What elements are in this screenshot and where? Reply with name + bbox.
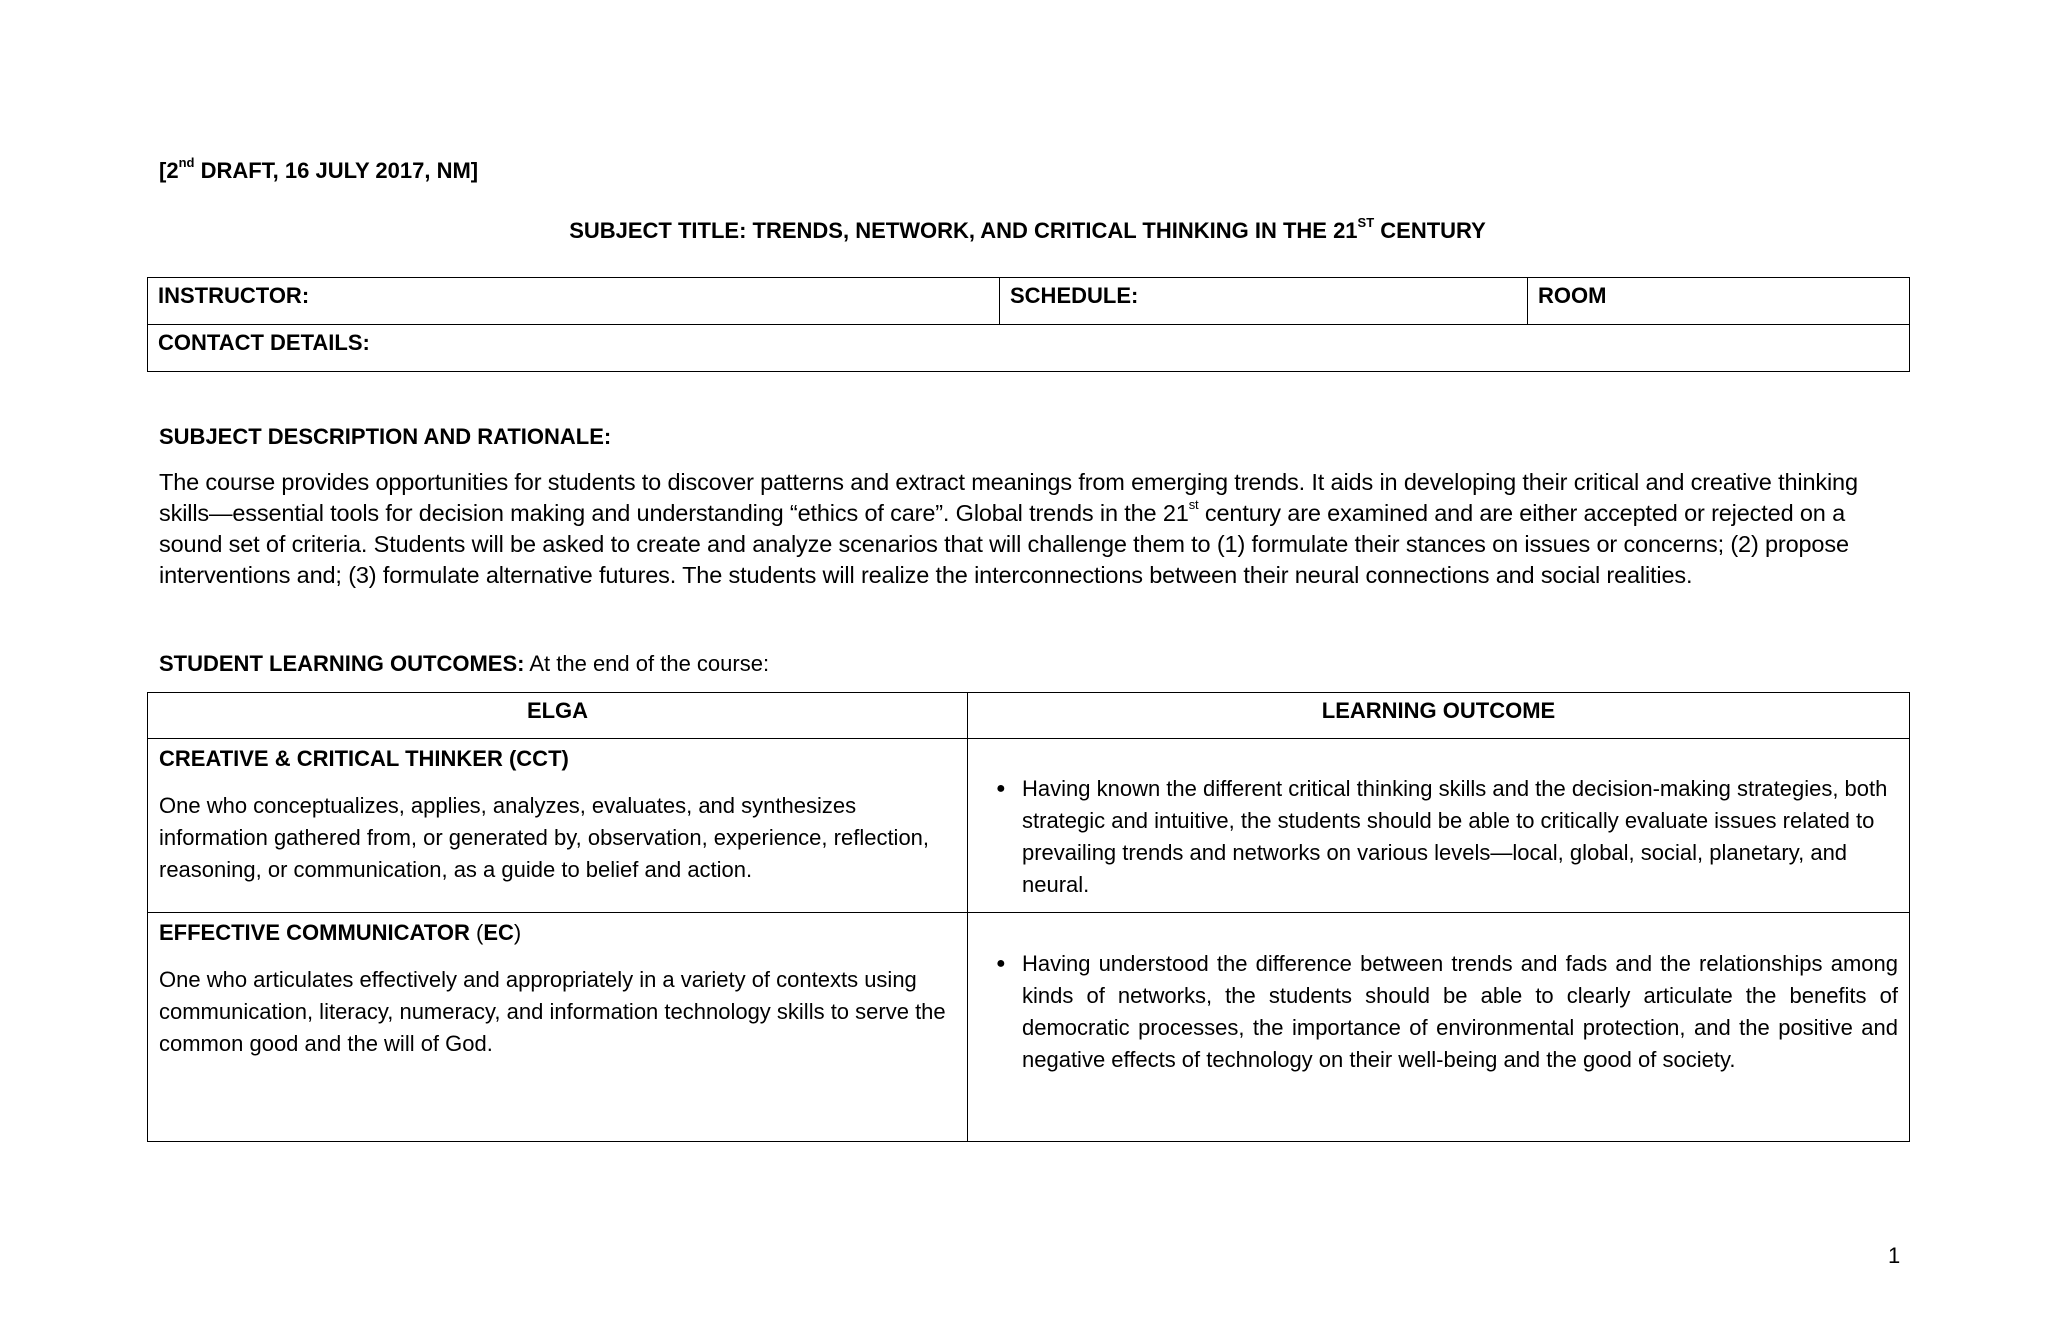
learning-outcome-text: Having known the different critical thinking skills and the decision-making strategies, both strategic and intuitive, the students should be able to critically evaluate issues related to prevailing trends and networks on various levels—local, global, social, planetary, and neural.: [1022, 776, 1888, 897]
outcomes-heading: STUDENT LEARNING OUTCOMES: At the end of the course:: [159, 651, 770, 676]
learning-outcome-cell: [968, 913, 1910, 1142]
learning-outcomes-table: [147, 692, 1910, 1142]
elga-description: One who articulates effectively and appropriately in a variety of contexts using communication, literacy, numeracy, and information technology skills to serve the common good and the will of God.: [159, 967, 946, 1056]
elga-name: EFFECTIVE COMMUNICATOR (EC): [159, 920, 522, 945]
elga-cell: [148, 913, 968, 1142]
list-item: [996, 948, 1898, 1076]
table-row: [148, 739, 1910, 913]
info-row-1: [148, 278, 1910, 325]
table-row: [148, 913, 1910, 1142]
instructor-info-table: [147, 277, 1910, 372]
elga-cell: [148, 739, 968, 913]
contact-details-cell: CONTACT DETAILS:: [148, 325, 1910, 372]
description-heading: SUBJECT DESCRIPTION AND RATIONALE:: [159, 424, 612, 449]
bullet-icon: ●: [996, 780, 1006, 797]
instructor-cell: INSTRUCTOR:: [148, 278, 1000, 325]
learning-outcome-column-header: LEARNING OUTCOME: [968, 693, 1910, 739]
bullet-icon: ●: [996, 955, 1006, 972]
elga-description: One who conceptualizes, applies, analyzes, evaluates, and synthesizes information gathered from, or generated by, observation, experience, reflection, reasoning, or communication, as a guide to belief and action.: [159, 793, 930, 882]
page-number: 1: [1888, 1243, 1901, 1268]
outcomes-header-row: [148, 693, 1910, 739]
list-item: [996, 773, 1898, 901]
draft-label: [2nd DRAFT, 16 JULY 2017, NM]: [159, 154, 479, 183]
description-paragraph: The course provides opportunities for students to discover patterns and extract meanings from emerging trends. It aids in developing their critical and creative thinking skills—essential tools for decision making and understanding “ethics of care”. Global trends in the 21st century are examined and are either accepted or rejected on a sound set of criteria. Students will be asked to create and analyze scenarios that will challenge them to (1) formulate their stances on issues or concerns; (2) propose interventions and; (3) formulate alternative futures. The students will realize the interconnections between their neural connections and social realities.: [159, 469, 1858, 588]
learning-outcome-text: Having understood the difference between trends and fads and the relationships among kinds of networks, the students should be able to clearly articulate the benefits of democratic processes, the importance of environmental protection, and the positive and negative effects of technology on their well-being and the good of society.: [1022, 951, 1898, 1072]
elga-name: CREATIVE & CRITICAL THINKER (CCT): [159, 746, 569, 771]
elga-column-header: ELGA: [148, 693, 968, 739]
schedule-cell: SCHEDULE:: [1000, 278, 1528, 325]
subject-title: SUBJECT TITLE: TRENDS, NETWORK, AND CRITICAL THINKING IN THE 21ST CENTURY: [569, 214, 1486, 243]
learning-outcome-cell: [968, 739, 1910, 913]
room-cell: ROOM: [1528, 278, 1910, 325]
info-row-2: [148, 325, 1910, 372]
